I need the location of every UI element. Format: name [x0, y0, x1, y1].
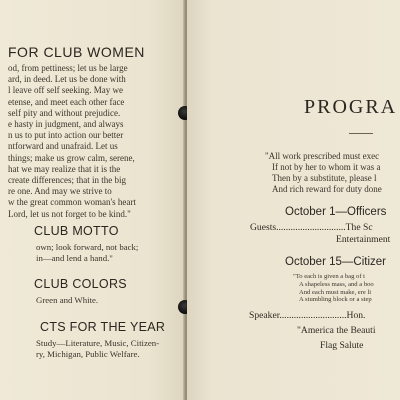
meeting-2-poem — [293, 273, 374, 304]
quote-line: Then by a substitute, please l — [272, 173, 377, 183]
motto-text — [36, 242, 138, 264]
creed-text — [8, 63, 136, 220]
creed-line: Lord, let us not forget to be kind." — [8, 208, 131, 219]
program-quote — [265, 151, 382, 195]
meeting-2-heading: October 15—Citizer — [285, 256, 386, 268]
poem-line: And each must make, ere li — [299, 288, 372, 296]
meeting-2-song: "America the Beauti — [297, 325, 376, 336]
colors-heading: CLUB COLORS — [34, 277, 127, 291]
creed-line: self pity and without prejudice. — [8, 107, 121, 118]
subjects-line: Study—Literature, Music, Citizen- — [36, 338, 160, 348]
creed-line: create differences; that in the big — [8, 175, 127, 186]
poem-line: A stumbling block or a step — [299, 296, 372, 304]
meeting-2-speaker: Speaker............................Hon. — [249, 310, 366, 321]
creed-line: things; make us grow calm, serene, — [8, 152, 135, 163]
title-divider — [349, 133, 373, 134]
quote-line: If not by her to whom it was a — [272, 162, 381, 172]
creed-line: e hasty in judgment, and always — [8, 119, 124, 130]
creed-line: re one. And may we strive to — [8, 186, 112, 197]
subjects-heading: CTS FOR THE YEAR — [40, 320, 166, 334]
meeting-1-heading: October 1—Officers — [285, 206, 387, 218]
motto-heading: CLUB MOTTO — [34, 224, 119, 238]
meeting-1-entertainment: Entertainment — [336, 234, 391, 245]
creed-line: ard, in deed. Let us be done with — [8, 74, 126, 85]
colors-text: Green and White. — [36, 295, 99, 305]
right-page — [187, 0, 400, 400]
creed-line: l leave off self seeking. May we — [8, 85, 124, 96]
creed-line: etense, and meet each other face — [8, 96, 125, 107]
motto-line: own; look forward, not back; — [36, 242, 139, 252]
poem-line: A shapeless mass, and a boo — [299, 280, 374, 288]
meeting-2-flag-salute: Flag Salute — [320, 340, 364, 351]
motto-line: in—and lend a hand." — [36, 253, 113, 263]
meeting-1-guests: Guests.............................The Sc — [250, 222, 373, 233]
creed-line: ntforward and unafraid. Let us — [8, 141, 118, 152]
creed-line: hat we may realize that it is the — [8, 163, 121, 174]
subjects-line: ry, Michigan, Public Welfare. — [36, 349, 140, 359]
left-page-heading: FOR CLUB WOMEN — [8, 44, 145, 60]
creed-line: od, from pettiness; let us be large — [8, 63, 128, 73]
quote-line: And rich reward for duty done — [272, 184, 382, 194]
creed-line: n us to put into action our better — [8, 130, 124, 141]
poem-line: "To each is given a bag of t — [293, 273, 365, 280]
creed-line: w the great common woman's heart — [8, 197, 136, 208]
left-page — [0, 0, 185, 400]
program-title: PROGRA — [304, 96, 398, 118]
quote-line: "All work prescribed must exec — [265, 151, 380, 161]
subjects-text — [36, 338, 159, 360]
